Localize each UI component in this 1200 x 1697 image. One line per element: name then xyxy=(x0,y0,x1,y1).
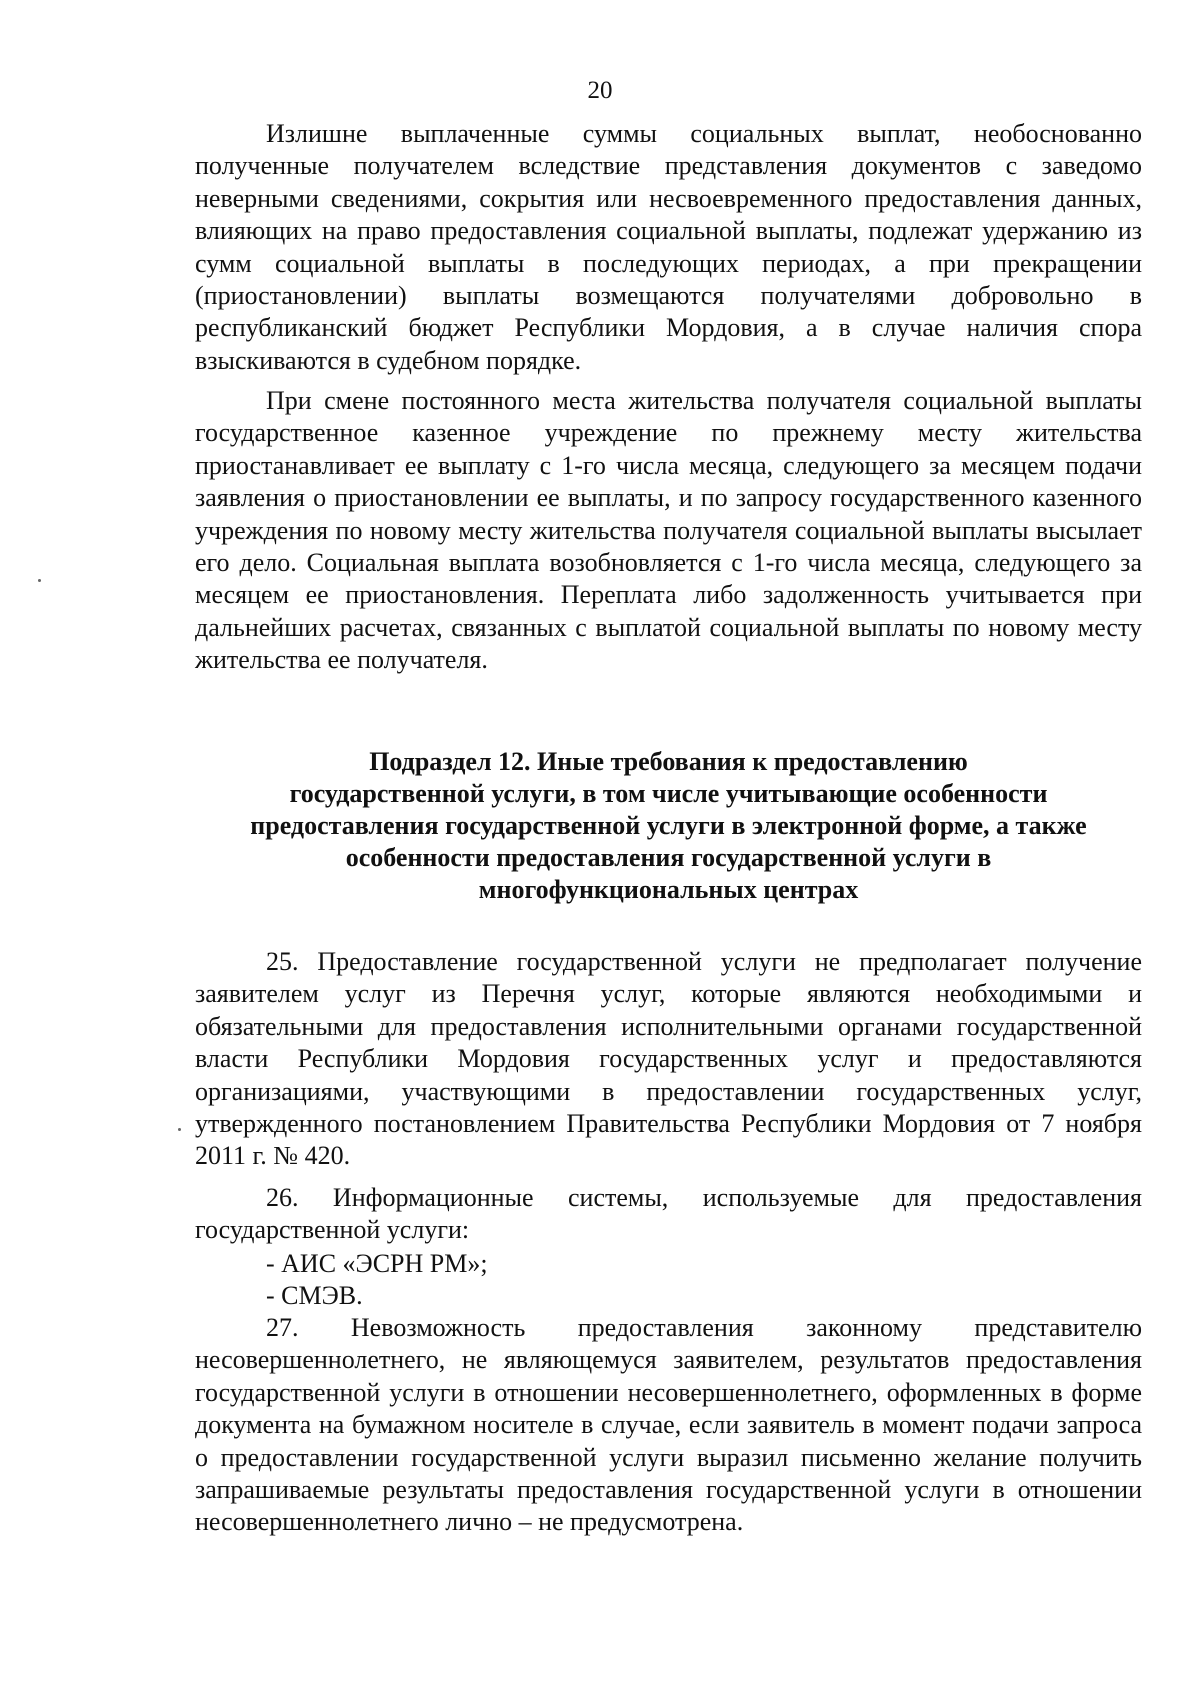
heading-line: государственной услуги, в том числе учитывающие особенности xyxy=(289,779,1048,808)
heading-line: многофункциональных центрах xyxy=(478,875,859,904)
heading-line: предоставления государственной услуги в электронной форме, а также xyxy=(250,811,1087,840)
paragraph-item-27: 27. Невозможность предоставления законному представителю несовершеннолетнего, не являющемуся заявителем, результатов предоставления государственной услуги в отношении несовершеннолетнего, оформленных в форме документа на бумажном носителе в случае, если заявитель в момент подачи запроса о предоставлении государственной услуги выразил письменно желание получить запрашиваемые результаты предоставления государственной услуги в отношении несовершеннолетнего лично – не предусмотрена. xyxy=(195,1313,1142,1537)
list-item: - СМЭВ. xyxy=(266,1281,363,1310)
scan-speck xyxy=(178,1128,181,1131)
paragraph-item-26: 26. Информационные системы, используемые для предоставления государственной услуги: xyxy=(195,1183,1142,1245)
scan-speck xyxy=(38,579,41,582)
heading-line: Подраздел 12. Иные требования к предоставлению xyxy=(369,747,968,776)
page-number: 20 xyxy=(587,77,613,104)
heading-line: особенности предоставления государственной услуги в xyxy=(345,843,992,872)
paragraph-item-25: 25. Предоставление государственной услуги не предполагает получение заявителем услуг из Перечня услуг, которые являются необходимыми и обязательными для предоставления исполнительными органами государственной власти Республики Мордовия государственных услуг и предоставляются организациями, участвующими в предоставлении государственных услуг, утвержденного постановлением Правительства Республики Мордовия от 7 ноября 2011 г. № 420. xyxy=(195,947,1142,1171)
list-item: - АИС «ЭСРН РМ»; xyxy=(266,1249,488,1278)
paragraph-overpayments: Излишне выплаченные суммы социальных выплат, необоснованно полученные получателем вследствие представления документов с заведомо неверными сведениями, сокрытия или несвоевременного предоставления данных, влияющих на право предоставления социальной выплаты, подлежат удержанию из сумм социальной выплаты в последующих периодах, а при прекращении (приостановлении) выплаты возмещаются получателями добровольно в республиканский бюджет Республики Мордовия, а в случае наличия спора взыскиваются в судебном порядке. xyxy=(195,119,1142,375)
section-heading xyxy=(195,746,1142,906)
paragraph-residence-change: При смене постоянного места жительства получателя социальной выплаты государственное казенное учреждение по прежнему месту жительства приостанавливает ее выплату с 1-го числа месяца, следующего за месяцем подачи заявления о приостановлении ее выплаты, и по запросу государственного казенного учреждения по новому месту жительства получателя социальной выплаты высылает его дело. Социальная выплата возобновляется с 1-го числа месяца, следующего за месяцем ее приостановления. Переплата либо задолженность учитывается при дальнейших расчетах, связанных с выплатой социальной выплаты по новому месту жительства ее получателя. xyxy=(195,386,1142,675)
